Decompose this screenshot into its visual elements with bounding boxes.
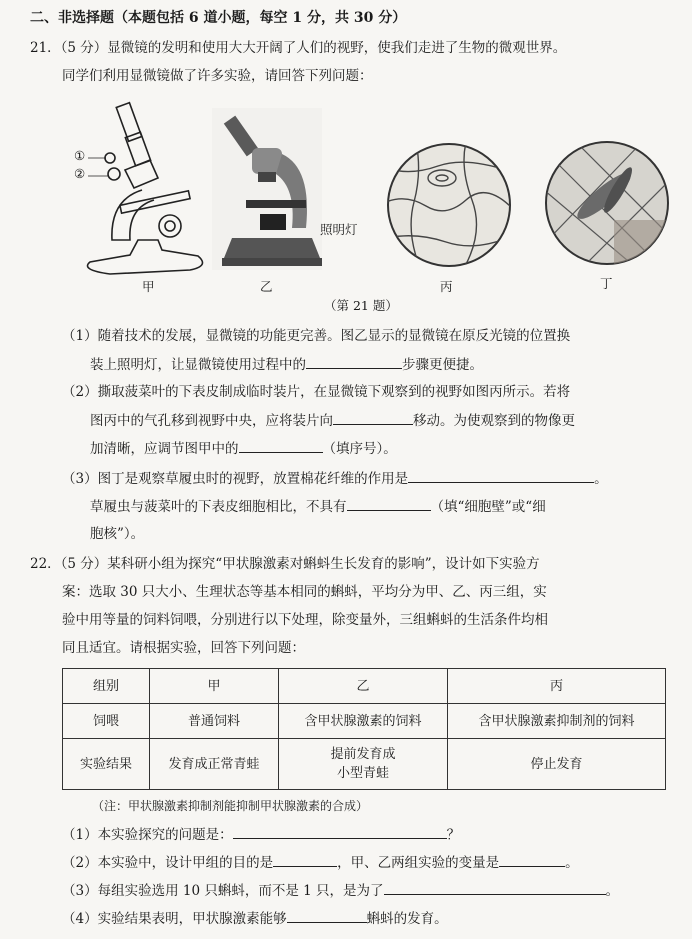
table-cell: 含甲状腺激素抑制剂的饲料: [448, 704, 666, 739]
q22-p3-end: 。: [605, 883, 620, 899]
table-cell: [279, 739, 448, 790]
table-cell: 实验结果: [63, 739, 150, 790]
q22-line3: 验中用等量的饲料饲喂，分别进行以下处理，除变量外，三组蝌蚪的生活条件均相: [62, 612, 548, 628]
q21-line1: 21．（5 分）显微镜的发明和使用大大开阔了人们的视野，使我们走进了生物的微观世界。: [30, 40, 567, 56]
leaf-epidermis-view-bing: [386, 142, 512, 268]
q21-p2-mid: 移动。为使观察到的物像更: [413, 413, 575, 429]
table-cell: 乙: [279, 669, 448, 704]
q21-p3-end: 。: [594, 471, 608, 487]
table-cell: 甲: [150, 669, 279, 704]
q22-p3-text: （3）每组实验选用 10 只蝌蚪，而不是 1 只，是为了: [62, 883, 384, 899]
answer-blank-22-5[interactable]: [287, 908, 367, 923]
q22-p2-text: （2）本实验中，设计甲组的目的是: [62, 855, 274, 871]
answer-blank-21-1[interactable]: [306, 354, 402, 369]
answer-blank-21-5[interactable]: [347, 496, 431, 511]
q21-caption: （第 21 题）: [324, 298, 398, 313]
q21-p3-line2: [90, 496, 546, 517]
q21-p2-line1: （2）撕取菠菜叶的下表皮制成临时装片，在显微镜下观察到的视野如图丙所示。若将: [62, 384, 571, 400]
q22-p2-end: 。: [565, 855, 579, 871]
q22-line4: 同且适宜。请根据实验，回答下列问题：: [62, 640, 305, 656]
q21-p2-line3: [90, 438, 397, 459]
cell-line: 小型青蛙: [336, 766, 389, 781]
answer-blank-21-2[interactable]: [333, 410, 413, 425]
q22-p1: [62, 824, 460, 845]
q21-p1-tail: 步骤更便捷。: [402, 357, 483, 373]
microscope-photo-yi: [212, 108, 322, 270]
table-cell: 普通饲料: [150, 704, 279, 739]
q21-p3-line1: [62, 468, 608, 489]
q22-line1: 22．（5 分）某科研小组为探究“甲状腺激素对蝌蚪生长发育的影响”，设计如下实验方: [30, 556, 540, 572]
q22-p4-tail: 蝌蚪的发育。: [366, 911, 448, 927]
cell-line: 提前发育成: [330, 747, 396, 762]
table-cell: 含甲状腺激素的饲料: [279, 704, 448, 739]
mark-1: ①: [74, 148, 86, 163]
q21-p3-text2: 草履虫与菠菜叶的下表皮细胞相比，不具有: [90, 499, 347, 515]
table-row: [63, 739, 666, 790]
table-cell: 发育成正常青蛙: [150, 739, 279, 790]
label-yi: 乙: [260, 279, 273, 294]
table-cell: 停止发育: [448, 739, 666, 790]
table-cell: 饲喂: [63, 704, 150, 739]
answer-blank-21-4[interactable]: [408, 468, 594, 483]
table-cell: 丙: [448, 669, 666, 704]
label-ding: 丁: [600, 276, 613, 291]
q22-p2: [62, 852, 579, 873]
q21-p1-line2: [90, 354, 483, 375]
table-cell: 组别: [63, 669, 150, 704]
q21-p2-line2: [90, 410, 575, 431]
answer-blank-22-3[interactable]: [499, 852, 565, 867]
q22-p2-mid: ，甲、乙两组实验的变量是: [337, 855, 500, 871]
q21-p2-text: 图丙中的气孔移到视野中央，应将装片向: [90, 413, 333, 429]
q22-p4-text: （4）实验结果表明，甲状腺激素能够: [62, 911, 287, 927]
answer-blank-22-4[interactable]: [384, 880, 606, 895]
q22-line2: 案：选取 30 只大小、生理状态等基本相同的蝌蚪，平均分为甲、乙、丙三组，实: [62, 584, 547, 600]
mark-2: ②: [74, 166, 86, 181]
q21-p3-tail: （填“细胞壁”或“细: [430, 499, 546, 515]
answer-blank-21-3[interactable]: [239, 438, 323, 453]
table-row: [63, 704, 666, 739]
label-jia: 甲: [142, 279, 155, 294]
q21-p1-text: 装上照明灯，让显微镜使用过程中的: [90, 357, 306, 373]
label-bing: 丙: [440, 279, 453, 294]
table-row: [63, 669, 666, 704]
microscope-diagram-jia: [70, 100, 220, 280]
table-note: （注：甲状腺激素抑制剂能抑制甲状腺激素的合成）: [92, 799, 369, 813]
q22-p4: [62, 908, 448, 929]
q22-p3: [62, 880, 619, 901]
lamp-label: 照明灯: [320, 222, 358, 237]
q21-p2-text2: 加清晰，应调节图甲中的: [90, 441, 239, 457]
answer-blank-22-1[interactable]: [233, 824, 447, 839]
section-title: 二、非选择题（本题包括 6 道小题，每空 1 分，共 30 分）: [30, 10, 407, 26]
q21-p3-line3: 胞核”）。: [90, 526, 145, 542]
q22-p1-tail: ？: [446, 827, 461, 843]
q21-line2: 同学们利用显微镜做了许多实验，请回答下列问题：: [62, 68, 373, 84]
q21-p3-text: （3）图丁是观察草履虫时的视野，放置棉花纤维的作用是: [62, 471, 409, 487]
q21-p1-line1: （1）随着技术的发展，显微镜的功能更完善。图乙显示的显微镜在原反光镜的位置换: [62, 328, 571, 344]
experiment-table: [62, 668, 666, 790]
q22-p1-text: （1）本实验探究的问题是：: [62, 827, 233, 843]
q21-p2-tail: （填序号）。: [322, 441, 397, 457]
paramecium-view-ding: [544, 140, 670, 266]
answer-blank-22-2[interactable]: [273, 852, 337, 867]
